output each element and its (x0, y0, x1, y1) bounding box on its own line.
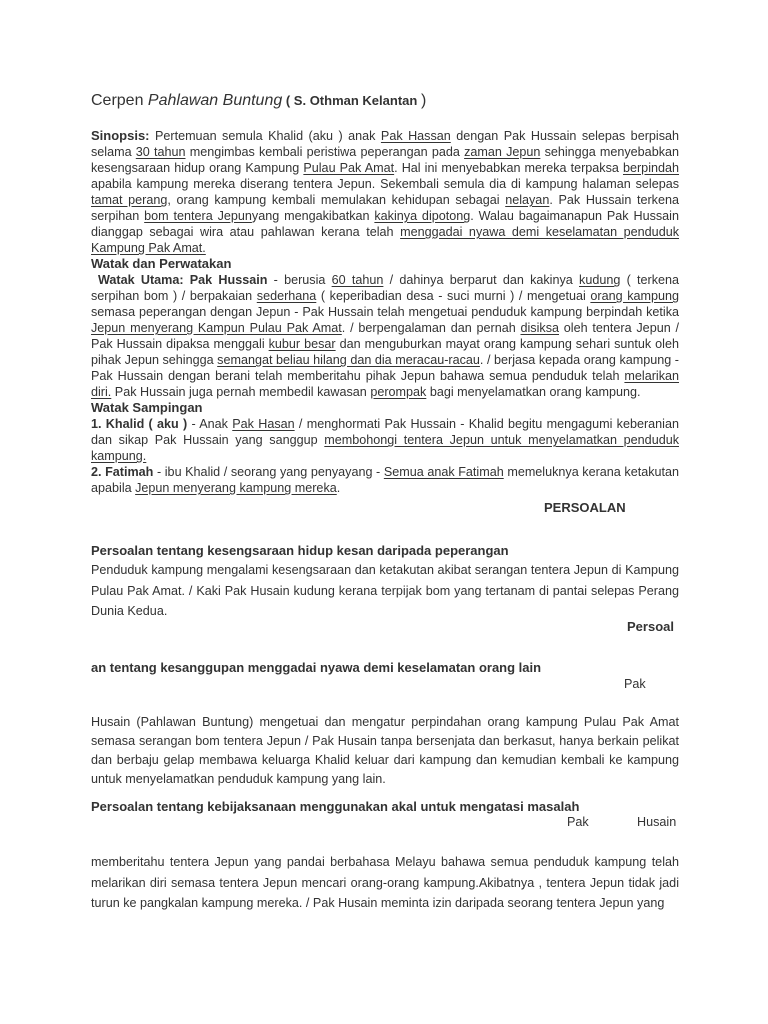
persoalan-3-body: memberitahu tentera Jepun yang pandai berbahasa Melayu bahawa semua penduduk kampung telah melarikan diri semasa tentera Jepun mencari orang-orang kampung.Akibatnya , tentera Jepun tidak jadi turun ke pangkalan kampung mereka. / Pak Husain meminta izin daripada seorang tentera Jepun yang (91, 855, 679, 910)
text-run: . Walau bagaimanapun Pak Hussain dianggap sebagai wira atau pahlawan kerana telah (91, 209, 679, 239)
underlined-phrase: membohongi tentera Jepun untuk menyelamatkan penduduk kampung. (91, 433, 679, 463)
text-run: ( keperibadian desa - suci murni ) / mengetuai (316, 289, 591, 303)
text-run: sehingga menyebabkan kesengsaraan hidup orang Kampung (91, 145, 679, 175)
persoalan-1-title: Persoalan tentang kesengsaraan hidup kesan daripada peperangan (91, 543, 509, 558)
underlined-phrase: semangat beliau hilang dan dia meracau-racau (217, 353, 480, 367)
watak-khalid-paragraph (91, 416, 679, 464)
text-run: dan menguburkan mayat orang kampung sehari suntuk oleh pihak Jepun sehingga (91, 337, 679, 367)
text-run: oleh tentera Jepun / Pak Hussain dipaksa menggali (91, 321, 679, 351)
text-run: / dahinya berparut dan kakinya (383, 273, 580, 287)
watak-utama-label: Watak Utama: Pak Hussain (98, 273, 268, 287)
watak-heading: Watak dan Perwatakan (91, 256, 232, 271)
text-run: - berusia (267, 273, 332, 287)
document-title (91, 92, 426, 110)
underlined-phrase: zaman Jepun (464, 145, 541, 159)
text-run: Pertemuan semula Khalid (aku ) anak (149, 129, 381, 143)
text-run: . / berjasa kepada orang kampung - Pak Hussain dengan berani telah memberitahu pihak Jepun bahawa semua penduduk telah (91, 353, 679, 383)
underlined-phrase: 60 tahun (331, 273, 384, 287)
persoalan-3-title: Persoalan tentang kebijaksanaan menggunakan akal untuk mengatasi masalah (91, 799, 580, 814)
text-run: - ibu Khalid / seorang yang penyayang - (153, 465, 384, 479)
text-run: . (336, 481, 341, 495)
persoalan-3-body-start-pak: Pak (567, 815, 589, 829)
watak-utama-paragraph (91, 272, 679, 400)
watak-fatimah-paragraph (91, 464, 679, 496)
watak-fatimah-label: 2. Fatimah (91, 465, 154, 479)
watak-sampingan-heading: Watak Sampingan (91, 400, 203, 415)
underlined-phrase: sederhana (256, 289, 317, 303)
text-run: . Pak Hussain terkena serpihan (91, 193, 679, 223)
persoalan-3-body-start-husain: Husain (637, 815, 677, 829)
title-author: ( S. Othman Kelantan (282, 93, 421, 108)
text-run: Pak Hussain juga pernah membedil kawasan (111, 385, 371, 399)
text-run: , orang kampung kembali memulakan kehidupan sebagai (167, 193, 506, 207)
title-story-name: Pahlawan Buntung (147, 92, 283, 109)
underlined-phrase: menggadai nyawa demi keselamatan penduduk Kampung Pak Amat. (91, 225, 679, 255)
underlined-phrase: Pulau Pak Amat (303, 161, 395, 175)
underlined-phrase: Semua anak Fatimah (383, 465, 504, 479)
persoalan-2-body: Husain (Pahlawan Buntung) mengetuai dan mengatur perpindahan orang kampung Pulau Pak Amat semasa serangan bom tentera Jepun / Pak Husain tanpa bersenjata dan berkasut, hanya berkain pelikat dan berbaju gelap membawa keluarga Khalid keluar dari kampung dan kemudian kembali ke kampung untuk menyelamatkan penduduk kampung yang lain. (91, 715, 679, 786)
underlined-phrase: kubur besar (268, 337, 336, 351)
persoalan-2-body-start: Pak (624, 677, 646, 691)
synopsis-label: Sinopsis: (91, 128, 150, 143)
text-run: . / berpengalaman dan pernah (341, 321, 521, 335)
watak-khalid-label: 1. Khalid ( aku ) (91, 417, 188, 431)
underlined-phrase: kakinya dipotong (374, 209, 471, 223)
text-run: yang mengakibatkan (251, 209, 375, 223)
persoalan-heading: PERSOALAN (544, 500, 626, 515)
underlined-phrase: berpindah (622, 161, 680, 175)
underlined-phrase: kudung (579, 273, 621, 287)
underlined-phrase: 30 tahun (135, 145, 186, 159)
text-run: mengimbas kembali peristiwa peperangan pada (185, 145, 465, 159)
underlined-phrase: tamat perang (91, 193, 168, 207)
persoalan-2-title-rest: an tentang kesanggupan menggadai nyawa demi keselamatan orang lain (91, 660, 542, 675)
underlined-phrase: disiksa (520, 321, 559, 335)
text-run: . Hal ini menyebabkan mereka terpaksa (394, 161, 623, 175)
underlined-phrase: orang kampung (590, 289, 679, 303)
synopsis-section (91, 128, 679, 496)
text-run: apabila kampung mereka diserang tentera Jepun. Sekembali semula dia di kampung halaman selepas (91, 177, 679, 191)
text-run: dengan Pak Hussain selepas berpisah selama (91, 129, 679, 159)
text-run: ( terkena serpihan bom ) / berpakaian (91, 273, 680, 303)
text-run: - Anak (187, 417, 233, 431)
text-run: bagi menyelamatkan orang kampung. (426, 385, 641, 399)
underlined-phrase: Pak Hassan (380, 129, 451, 143)
title-close: ) (420, 92, 427, 109)
title-prefix: Cerpen (91, 92, 148, 109)
text-run: memeluknya kerana ketakutan apabila (91, 465, 680, 495)
underlined-phrase: bom tentera Jepun (144, 209, 252, 223)
text-run: / menghormati Pak Hussain - Khalid begitu mengagumi keberanian dan sikap Pak Hussain yang sanggup (91, 417, 679, 447)
underlined-phrase: perompak (370, 385, 427, 399)
underlined-phrase: nelayan (505, 193, 550, 207)
persoalan-2-title-start: Persoal (627, 619, 674, 634)
underlined-phrase: Jepun menyerang Kampun Pulau Pak Amat (91, 321, 342, 335)
underlined-phrase: melarikan diri. (91, 369, 679, 399)
underlined-phrase: Jepun menyerang kampung mereka (135, 481, 337, 495)
text-run: semasa peperangan dengan Jepun - Pak Hussain telah mengetuai penduduk kampung berpindah ketika (91, 305, 679, 319)
synopsis-paragraph (91, 128, 679, 256)
persoalan-1-body: Penduduk kampung mengalami kesengsaraan dan ketakutan akibat serangan tentera Jepun di Kampung Pulau Pak Amat. / Kaki Pak Husain kudung kerana terpijak bom yang tertanam di pantai selepas Perang Dunia Kedua. (91, 563, 679, 618)
underlined-phrase: Pak Hasan (232, 417, 295, 431)
